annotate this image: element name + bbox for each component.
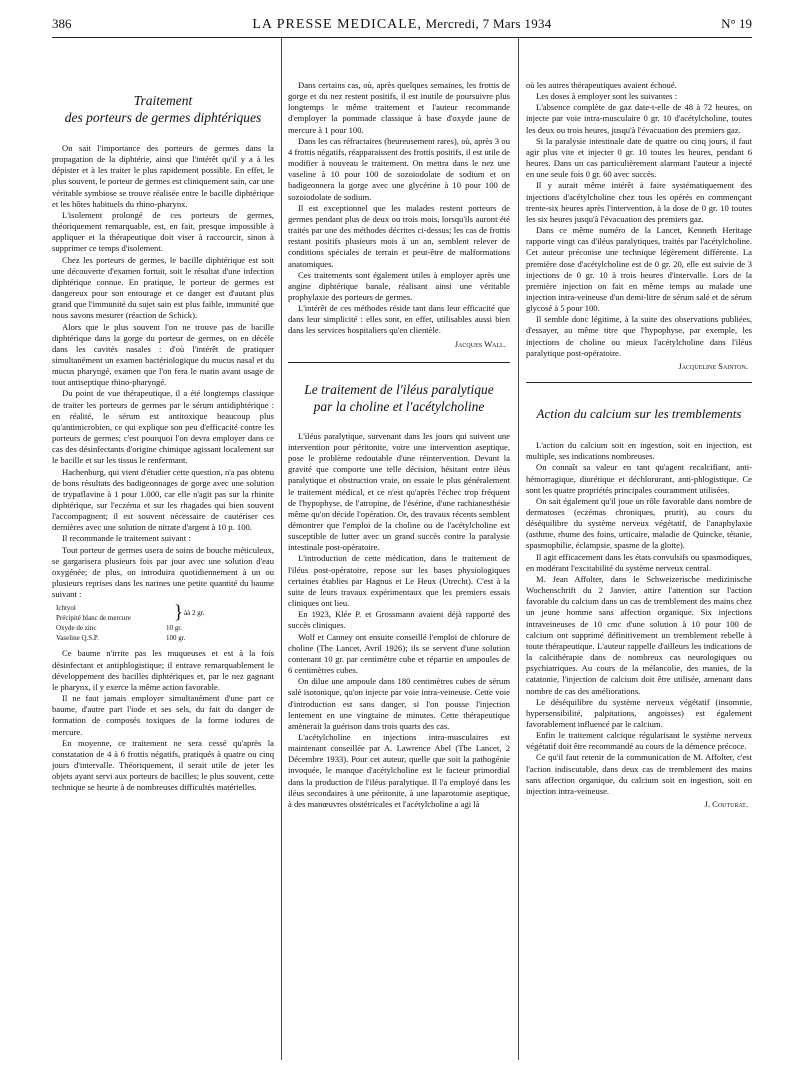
ingredient-quantity: àà 2 gr. [184, 609, 205, 618]
column-3 [526, 80, 752, 810]
paragraph: Dans certains cas, où, après quelques semaines, les frottis de gorge et du nez restent positifs, il est inutile de poursuivre plus longtemps le même traitement et l'auteur recommande d'employer la pommade classique à base d'oxyde jaune de mercure à 1 pour 100. [288, 80, 510, 135]
title-line-2: par la choline et l'acétylcholine [313, 398, 485, 414]
paragraph: Ce qu'il faut retenir de la communication de M. Affolter, c'est l'action indiscutable, dans deux cas de tremblement des mains sans affection organique, du calcium soit en ingestion, soit en injection intra-veineuse. [526, 752, 752, 796]
paragraph: Il y aurait même intérêt à faire systématiquement des injections d'acétylcholine chez tous les opérés en commençant trente-six heures après l'intervention, à la dose de 0 gr. 10 toutes les six heures jusqu'à l'évacuation des premiers gaz. [526, 180, 752, 224]
article-title-ileus [288, 381, 510, 415]
paragraph: On sait l'importance des porteurs de germes dans la propagation de la diphtérie, ainsi que l'intérêt qu'il y a à les dépister et à les traiter le plus rapidement possible. En effet, le plus souvent, le porteur de germes est cliniquement sain, car une véritable symbiose se trouve réalisée entre le bacille diphtérique et les hôtes habituels du rhino-pharynx. [52, 143, 274, 209]
paragraph: Dans les cas réfractaires (heureusement rares), où, après 3 ou 4 frottis négatifs, réapparaissent des frottis positifs, il est utile de modifier à nouveau le traitement. On mettra dans le nez une vaseline à 10 pour 100 de sozoiodolate de sodium et on badigeonnera la gorge avec une glycérine à 10 pour 100 de sozoiodolate de sodium. [288, 135, 510, 202]
brace: } [174, 602, 184, 624]
column-divider-2 [518, 38, 519, 1060]
page-number: 386 [52, 16, 72, 31]
paragraph: En moyenne, ce traitement ne sera cessé qu'après la constatation de 4 à 6 frottis négatifs, pratiqués à quatre ou cinq jours d'intervalle. Théoriquement, il serait utile de jeter les objets ayant servi aux porteurs de bacilles; le plus souvent, cette technique se heurte à de nombreuses difficultés matérielles. [52, 737, 274, 793]
paragraph: Du point de vue thérapeutique, il a été longtemps classique de traiter les porteurs de germes par le sérum antidiphtérique : en réalité, le sérum est antitoxique beaucoup plus qu'antimicrobien, ce qui explique son peu d'efficacité contre les porteurs de germes; c'est pourquoi l'on devra employer dans ce cas des désinfectants d'origine chimique agissant localement sur le bacille et sur les tissus le renfermant. [52, 388, 274, 466]
paragraph: Si la paralysie intestinale date de quatre ou cinq jours, il faut agir plus vite et injecter 0 gr. 10 toutes les heures, pendant 6 heures. Dans un cas particulièrement alarmant l'auteur a injecté en une seule fois 0 gr. 60 avec succès. [526, 135, 752, 180]
paragraph: L'isolement prolongé de ces porteurs de germes, théoriquement remarquable, est, en fait, presque impossible à appliquer et la thérapeutique doit viser à raccourcir, sinon à supprimer ce temps d'isolement. [52, 209, 274, 254]
article-separator [288, 362, 510, 363]
paragraph: Il semble donc légitime, à la suite des observations publiées, d'essayer, au même titre que l'hypophyse, par exemple, les injections de choline ou mieux l'acétylcholine dans l'iléus paralytique post-opératoire. [526, 314, 752, 358]
paragraph: Il agit efficacement dans les états convulsifs ou spasmodiques, en modérant l'excitabilité du système nerveux central. [526, 551, 752, 573]
ingredient: Oxyde de zinc 10 gr. [56, 624, 182, 633]
paragraph: où les autres thérapeutiques avaient échoué. [526, 80, 677, 90]
column-divider-1 [281, 38, 282, 1060]
issue-date: Mercredi, 7 Mars 1934 [425, 16, 552, 31]
header-rule [52, 37, 752, 38]
journal-name: LA PRESSE MEDICALE, [252, 17, 422, 32]
paragraph: Il est exceptionnel que les malades restent porteurs de germes pendant plus de deux ou trois mois, lorsqu'ils auront été traités par une des méthodes décrites ci-dessus; les cas de frottis restant positifs plusieurs mois à un an, semblent relever de conditions spéciales de terrain et peut-être de malformations anatomiques. [288, 202, 510, 269]
paragraph: On dilue une ampoule dans 180 centimètres cubes de sérum salé isotonique, qu'on injecte par voie intra-veineuse. Cette voie d'introduction est sans danger, si l'on pousse l'injection lentement en une vingtaine de minutes. Cette thérapeutique amènerait la guérison dans trois quarts des cas. [288, 676, 510, 731]
paragraph: On sait également qu'il joue un rôle favorable dans nombre de dermatoses (eczémas chroniques, prurit), au cours du déséquilibre du système nerveux végétatif, de l'anaphylaxie (asthme, rhume des foins, urticaire, maladie de Quincke, tétanie, spasmophilie, éclampsie, spasme de la glotte). [526, 495, 752, 551]
paragraph: Le déséquilibre du système nerveux végétatif (insomnie, hypersensibilité, palpitations, angoisses) est également favorablement influencé par le calcium. [526, 696, 752, 729]
ingredient: Précipité blanc de mercure [56, 614, 131, 623]
paragraph: L'intérêt de ces méthodes réside tant dans leur efficacité que dans leur simplicité : elles sont, en effet, utilisables aussi bien dans les services hospitaliers qu'en clientèle. [288, 303, 510, 336]
title-line-1: Traitement [133, 93, 193, 108]
paragraph: Enfin le traitement calcique régularisant le système nerveux végétatif doit être recommandé au cours de la démence précoce. [526, 730, 752, 752]
paragraph: Il ne faut jamais employer simultanément d'une part ce baume, d'autre part l'iode et ses sels, du fait du danger de formation de composés toxiques de la forme iodures de mercure. [52, 693, 274, 737]
paragraph: Dans ce même numéro de la Lancet, Kenneth Heritage rapporte vingt cas d'iléus paralytiques, traités par l'acétylcholine. Cet auteur préconise une technique légèrement différente. La première dose d'acétylcholine est de 0 gr. 20, elle est suivie de 3 injections de 0 gr. 10 à trois heures d'intervalle. Lors de la première injection on fait en même temps au malade une injection intra-veineuse d'un demi-litre de sérum salé et de sérum glycosé à 5 pour 100. [526, 225, 752, 314]
paragraph: Il recommande le traitement suivant : [62, 533, 191, 544]
journal-line [52, 16, 752, 33]
page-header [52, 16, 752, 32]
issue-number: N° 19 [721, 16, 752, 31]
article-title-calcium: Action du calcium sur les tremblements [536, 406, 742, 422]
author-signature: Jacqueline Sainton. [678, 360, 748, 371]
paragraph: Wolf et Canney ont ensuite conseillé l'emploi de chlorure de choline (The Lancet, Avril 1926); ils se servent d'une solution contenant 10 gr. par centimètre cube et répartie en ampoules de 6 centimètres cubes. [288, 631, 510, 676]
author-signature: Jacques Wall. [454, 338, 506, 349]
paragraph: L'acétylcholine en injections intra-musculaires est maintenant conseillée par A. Lawrence Abel (The Lancet, 2 Décembre 1933). Pour cet auteur, quelle que soit la pathogénie invoquée, le manque d'acétylcholine est le facteur primordial dans la production de l'iléus paralytique. Il l'a employé dans les iléus secondaires à une péritonite, à une laparotomie aseptique, à des manœuvres obstétricales et l'acétylcholine a agi là [288, 731, 510, 809]
prescription-formula [56, 603, 274, 643]
paragraph: Les doses à employer sont les suivantes : [536, 91, 678, 102]
column-2 [288, 80, 510, 810]
paragraph: On connaît sa valeur en tant qu'agent recalcifiant, anti-hémorragique, diurétique et déchlorurant, anti-phlogistique. Ce sont les quatre propriétés principales couramment utilisées. [526, 462, 752, 495]
paragraph: L'absence complète de gaz date-t-elle de 48 à 72 heures, on injecte par voie intra-musculaire 0 gr. 10 d'acétylcholine, toutes les deux ou trois heures, jusqu'à l'évacuation des premiers gaz. [526, 102, 752, 135]
paragraph: M. Jean Affolter, dans le Schweizerische medizinische Wochenschrift du 2 Janvier, attire l'attention sur l'action favorable du calcium dans un cas de tremblement des mains chez un jeune homme sans affection organique. Six injections intraveineuses de 10 cmc d'une solution à 10 pour 100 de calcium ont supprimé définitivement un tremblement rebelle à toute thérapeutique. L'auteur rappelle d'ailleurs les indications de la calcithérapie dans de nombreux cas neurologiques ou psychiatriques. Au cours de la mélancolie, des manies, de la catatonie, l'injection de calcium doit être utilisée, amenant dans nombre de cas des améliorations. [526, 573, 752, 696]
paragraph: L'action du calcium soit en ingestion, soit en injection, est multiple, ses indications nombreuses. [526, 440, 752, 462]
column-1 [52, 92, 274, 793]
paragraph: Ces traitements sont également utiles à employer après une angine diphtérique banale, réalisant ainsi une véritable prophylaxie des porteurs de germes. [288, 269, 510, 302]
ingredient: Vaseline Q.S.P. 100 gr. [56, 634, 186, 643]
paragraph: En 1923, Klée P. et Grossmann avaient déjà rapporté des succès cliniques. [288, 609, 510, 631]
paragraph: Ce baume n'irrite pas les muqueuses et est à la fois désinfectant et antiphlogistique; il entrave remarquablement le développement des bacilles diphtériques et, par le nez gagnant le pharynx, il y exerce la même action favorable. [52, 648, 274, 692]
paragraph: L'introduction de cette médication, dans le traitement de l'iléus post-opératoire, repose sur les bases physiologiques certaines établies par Hagnus et Le Heux (Utrecht). C'est à la suite de leurs travaux expérimentaux que les premiers essais cliniques ont lieu. [288, 553, 510, 609]
title-line-2: des porteurs de germes diphtériques [64, 110, 262, 125]
paragraph: L'iléus paralytique, survenant dans les jours qui suivent une intervention pour péritonite, voire une intervention aseptique, pose le problème redoutable d'une réintervention. Devant la gravité que comporte une telle décision, hésitant entre iléus paralytique et obstruction vraie, on essaie le plus généralement le traitement médical, et ce n'est qu'après l'échec trop fréquent de l'hypophyse, de l'atropine, de l'ésérine, d'une rachianesthésie même qu'on décide l'opération. Or, des travaux récents semblent démontrer que l'emploi de la choline ou de l'acétylcholine est susceptible de lutter avec un grand succès contre la paralysie intestinale post-opératoire. [288, 430, 510, 553]
paragraph: Tout porteur de germes usera de soins de bouche méticuleux, se gargarisera plusieurs fois par jour avec une solution d'eau oxygénée; de plus, on introduira quotidiennement à un ou plusieurs reprises dans les narines une petite quantité du baume suivant : [52, 544, 274, 600]
article-title-diphtheria [52, 92, 274, 126]
ingredient: Ichtyol [56, 604, 76, 613]
paragraph: Alors que le plus souvent l'on ne trouve pas de bacille diphtérique dans la gorge du porteur de germes, on en décèle dans les cavités nasales : d'où l'intérêt de pratiquer simultanément un examen bactériologique du mucus nasal et du mucus pharyngé, examen que l'on fera le matin avant usage de tout antiseptique rhino-pharyngé. [52, 321, 274, 388]
paragraph: Hachenburg, qui vient d'étudier cette question, n'a pas obtenu de bons résultats des badigeonnages de gorge avec une solution de trypaflavine à 1 pour 1.000, car elle n'agit pas sur la rhinite diphtérique, sur l'eczéma et sur les rhagades qui bien souvent l'accompagnent; il est souvent nécessaire de cautériser ces dernières avec une solution de nitrate d'argent à 10 p. 100. [52, 466, 274, 533]
paragraph: Chez les porteurs de germes, le bacille diphtérique est soit une découverte d'examen fortuit, soit le résultat d'une infection diphtérique connue. En pratique, le porteur de germes est dangereux pour son entourage et ce danger est d'autant plus grand que l'immunité du sujet sain est plus faible, immunité que nous savons mesurer (réaction de Schick). [52, 254, 274, 321]
title-line-1: Le traitement de l'iléus paralytique [304, 381, 494, 397]
article-separator [526, 382, 752, 383]
author-signature: J. Couturat. [704, 799, 748, 810]
